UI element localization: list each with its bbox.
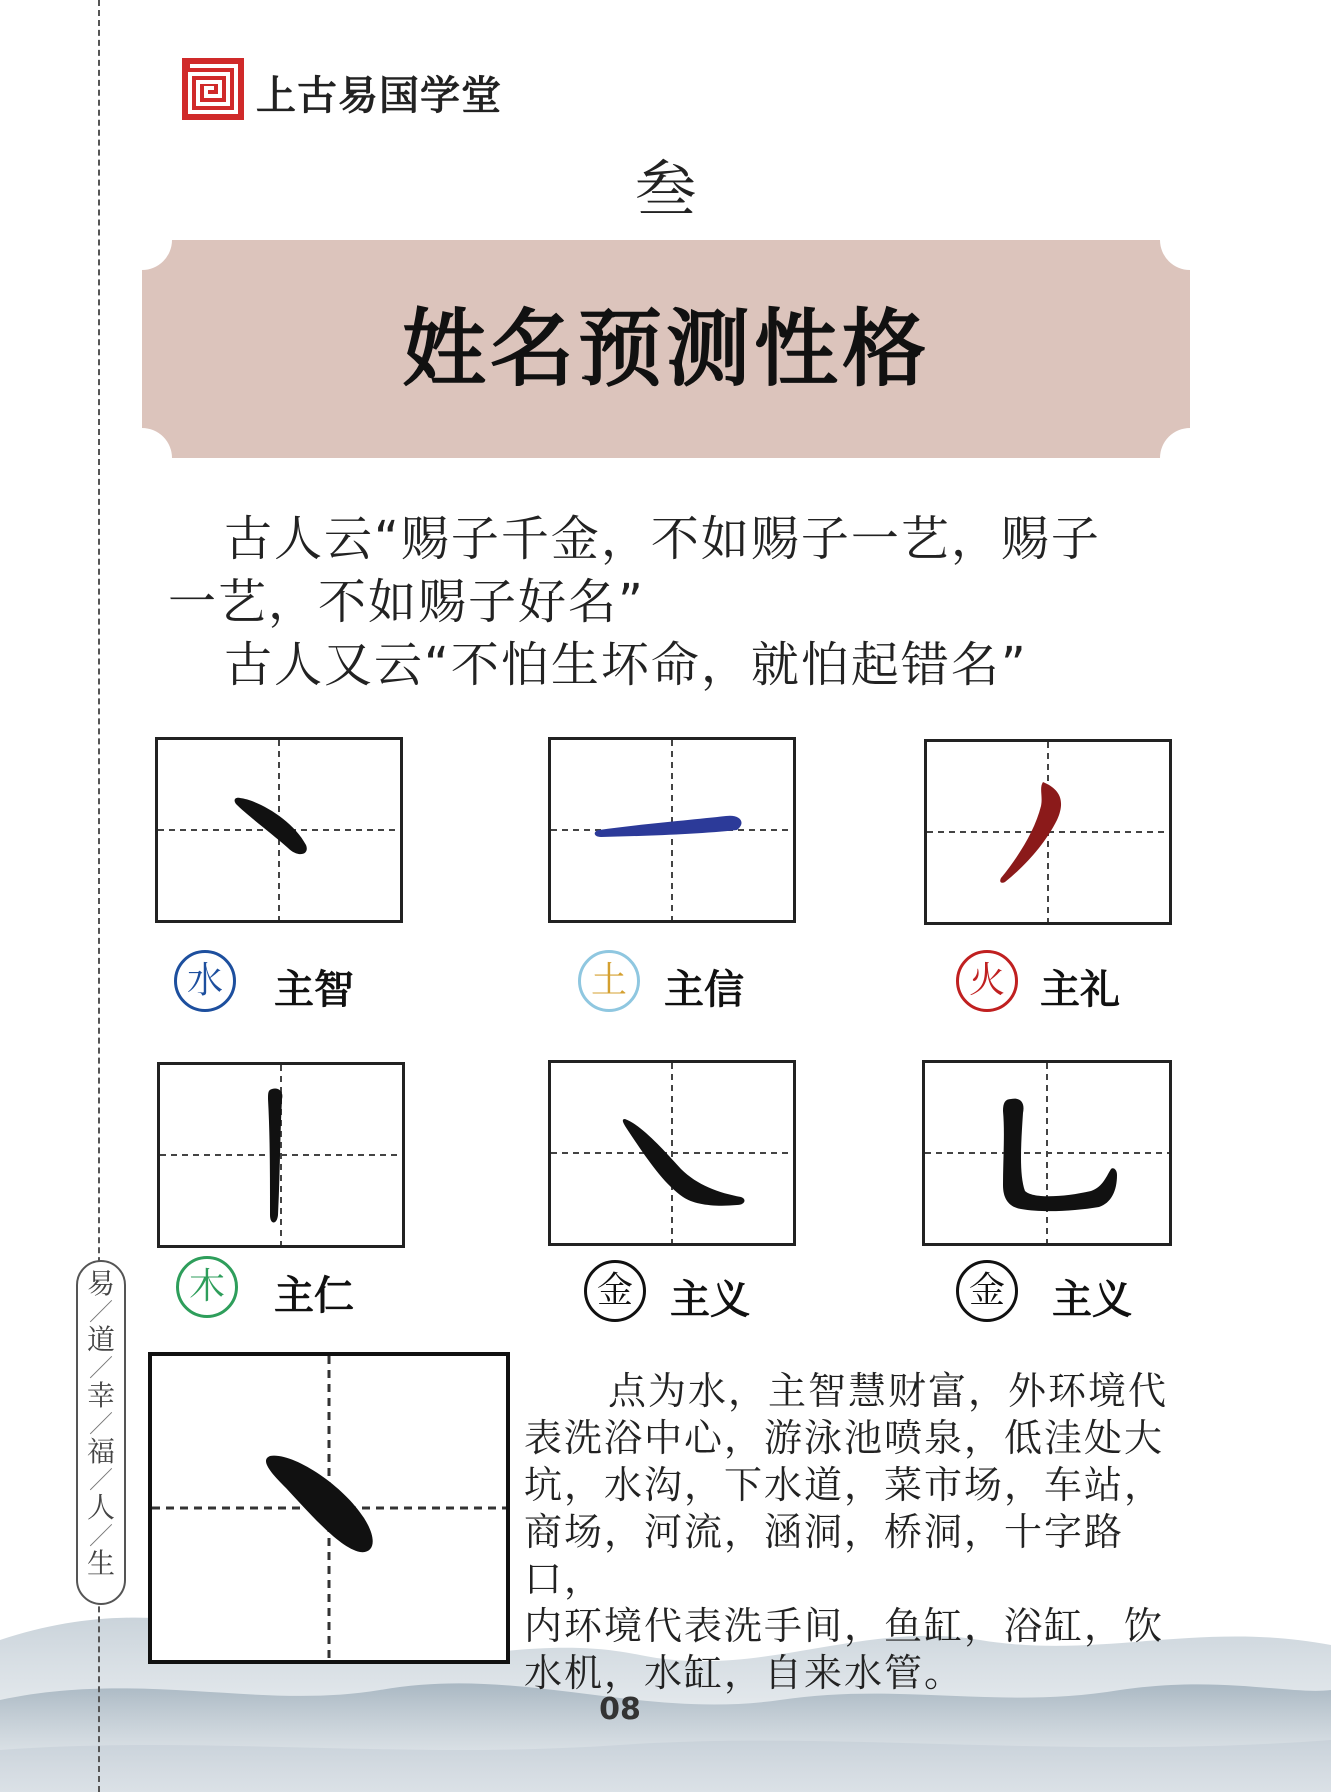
description-line: 商场，河流，涵洞，桥洞，十字路口，	[524, 1510, 1125, 1601]
description-line: 水机，水缸，自来水管。	[524, 1651, 965, 1695]
page-number: 08	[599, 1692, 641, 1727]
side-tag-char: 福	[86, 1435, 115, 1468]
element-label-wood	[176, 1256, 436, 1322]
meaning-text: 主礼	[1040, 967, 1120, 1013]
description-line: 表洗浴中心，游泳池喷泉，低洼处大	[524, 1416, 1165, 1460]
meaning-text: 主信	[664, 967, 744, 1013]
element-label-water	[174, 950, 434, 1016]
side-tag-char: 幸	[86, 1379, 115, 1412]
side-tag-char: 易	[86, 1267, 115, 1300]
chapter-number: 叁	[634, 153, 697, 226]
dot-description	[524, 1368, 1184, 1697]
description-line: 坑，水沟，下水道，菜市场，车站，	[524, 1463, 1165, 1507]
stroke-box-right-falling	[548, 1060, 796, 1246]
side-tag-separator: ／	[89, 1466, 113, 1494]
element-label-fire	[956, 950, 1216, 1016]
quote-line-3: 古人又云“不怕生坏命，就怕起错名”	[224, 637, 1028, 693]
side-slogan-tag	[76, 1260, 126, 1605]
meaning-text: 主智	[274, 967, 354, 1013]
side-tag-char: 道	[86, 1323, 115, 1356]
meaning-text: 主仁	[274, 1273, 354, 1319]
metal-element-icon: 金	[956, 1260, 1018, 1322]
page-title: 姓名预测性格	[401, 300, 930, 398]
description-line: 点为水，主智慧财富，外环境代	[608, 1369, 1169, 1413]
wood-element-icon: 木	[176, 1256, 238, 1318]
large-stroke-box-dot	[148, 1352, 510, 1664]
quote-line-2: 一艺，不如赐子好名”	[168, 574, 645, 630]
element-label-metal-2	[956, 1260, 1216, 1326]
stroke-box-horizontal	[548, 737, 796, 923]
large-dot-stroke-shape	[266, 1456, 373, 1553]
metal-element-icon: 金	[584, 1260, 646, 1322]
side-tag-separator: ／	[89, 1298, 113, 1326]
horizontal-stroke-shape	[595, 816, 742, 837]
side-tag-char: 生	[86, 1547, 115, 1580]
element-label-metal-1	[584, 1260, 844, 1326]
title-banner	[142, 240, 1190, 458]
stroke-box-vertical	[157, 1062, 405, 1248]
dot-stroke-shape	[235, 798, 307, 854]
meaning-text: 主义	[1052, 1277, 1132, 1323]
right-falling-stroke-shape	[623, 1119, 745, 1206]
fire-element-icon: 火	[956, 950, 1018, 1012]
side-tag-separator: ／	[89, 1354, 113, 1382]
side-tag-separator: ／	[89, 1522, 113, 1550]
description-line: 内环境代表洗手间，鱼缸，浴缸，饮	[524, 1604, 1165, 1648]
stroke-box-vertical-hook	[922, 1060, 1172, 1246]
brand-logo	[180, 56, 520, 126]
stroke-box-dot	[155, 737, 403, 923]
earth-element-icon: 土	[578, 950, 640, 1012]
brand-name: 上古易国学堂	[256, 73, 502, 119]
quote-line-1: 古人云“赐子千金，不如赐子一艺，赐子	[224, 511, 1101, 567]
side-tag-char: 人	[86, 1491, 115, 1524]
element-label-earth	[578, 950, 838, 1016]
stroke-box-left-falling	[924, 739, 1172, 925]
meaning-text: 主义	[670, 1277, 750, 1323]
side-tag-separator: ／	[89, 1410, 113, 1438]
water-element-icon: 水	[174, 950, 236, 1012]
vertical-hook-stroke-shape	[1003, 1099, 1117, 1212]
square-spiral-seal-icon	[180, 56, 246, 122]
